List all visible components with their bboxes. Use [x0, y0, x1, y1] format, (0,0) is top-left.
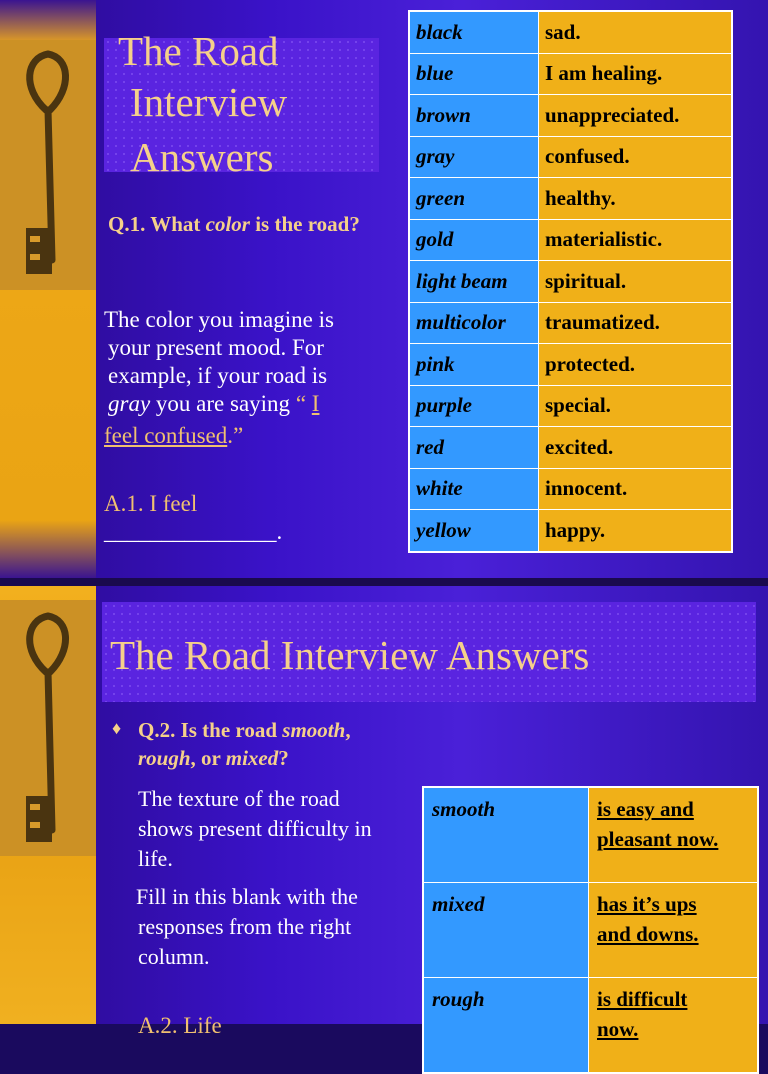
slide-2-title [102, 602, 756, 702]
title-line-3: Answers [130, 134, 274, 180]
table-row: white innocent. [409, 468, 732, 510]
instruction-paragraph: Fill in this blank with the responses from the right column. [136, 884, 358, 969]
question-2: Q.2. Is the road smooth, rough, or mixed? [138, 718, 351, 770]
table-row: blue I am healing. [409, 53, 732, 95]
link-i[interactable]: I [311, 391, 320, 416]
table-row: brown unappreciated. [409, 95, 732, 137]
texture-paragraph: The texture of the road shows present difficulty in life. [138, 786, 372, 871]
explanation: The color you imagine is your present mood. For example, if your road is gray you are saying “ I feel confused.” [104, 307, 334, 448]
key-icon [0, 600, 96, 856]
table-row: rough is difficult now. [423, 978, 758, 1074]
table-row: pink protected. [409, 344, 732, 386]
link-feel-confused[interactable]: feel confused [104, 423, 228, 448]
table-row: gold materialistic. [409, 219, 732, 261]
color-meaning-table [408, 10, 733, 553]
table-row: purple special. [409, 385, 732, 427]
title-line-2: Interview [130, 79, 288, 125]
texture-table [422, 786, 759, 1074]
table-row: yellow happy. [409, 510, 732, 552]
title-line-1: The Road [118, 28, 279, 74]
answer-2-label: A.2. Life [138, 1013, 222, 1038]
table-row: gray confused. [409, 136, 732, 178]
table-row: smooth is easy and pleasant now. [423, 787, 758, 883]
answer-1-blank: _______________. [104, 519, 283, 544]
table-row: red excited. [409, 427, 732, 469]
bullet-icon: ♦ [112, 718, 122, 738]
table-row: mixed has it’s ups and downs. [423, 883, 758, 978]
table-row: light beam spiritual. [409, 261, 732, 303]
answer-1-label: A.1. I feel [104, 491, 198, 516]
key-icon [0, 40, 96, 290]
table-row: black sad. [409, 11, 732, 53]
slide-1-title [104, 28, 379, 180]
question-1: Q.1. What color is the road? [108, 212, 360, 236]
table-row: multicolor traumatized. [409, 302, 732, 344]
slide-divider [0, 578, 768, 586]
slide-2-title-text: The Road Interview Answers [110, 632, 590, 678]
table-row: green healthy. [409, 178, 732, 220]
